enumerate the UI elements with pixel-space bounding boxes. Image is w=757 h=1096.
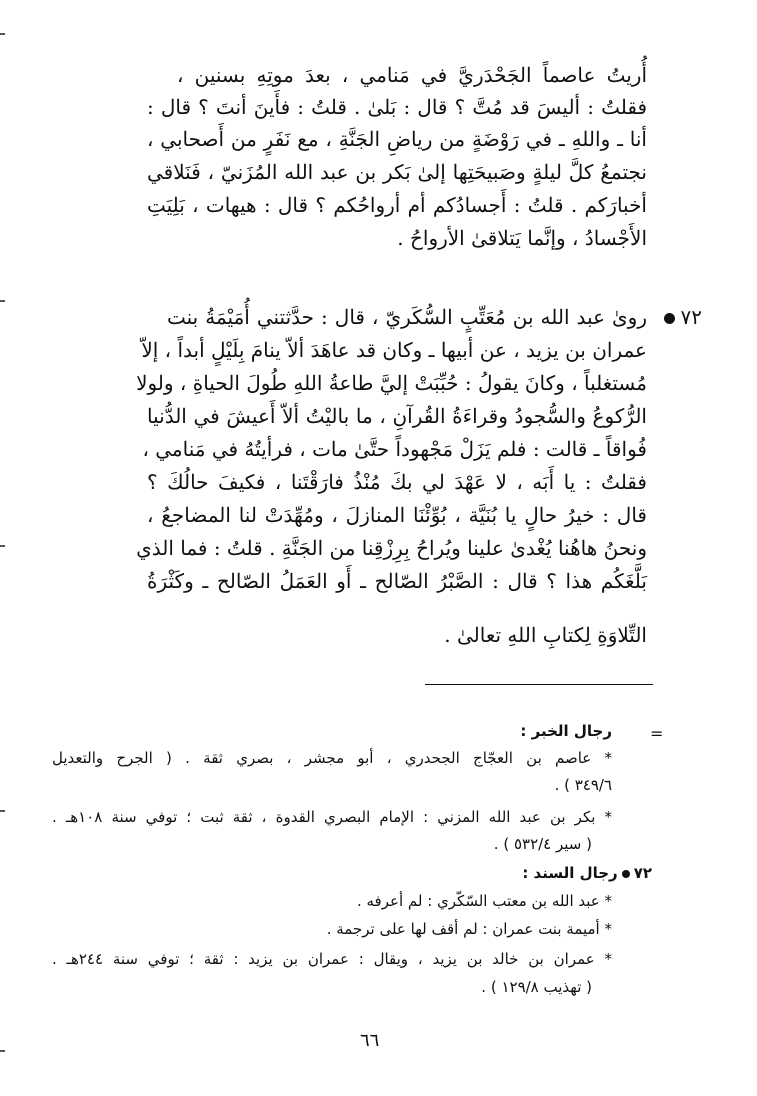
text-line: فقلتُ : أليسَ قد مُتَّ ؟ قال : بَلىٰ . قلتُ : فأَينَ أنتَ ؟ قال :: [147, 95, 647, 119]
text-line: بَلَّغَكُم هذا ؟ قال : الصَّبْرُ الصّالح ـ أَو العَمَلُ الصّالح ـ وكَثْرَةُ: [147, 569, 647, 593]
text-line: عمران بن يزيد ، عن أبيها ـ وكان قد عاهَدَ ألاّ ينامَ بِلَيْلٍ أبداً ، إلاّ: [141, 338, 647, 362]
footnote-line: * بكر بن عبد الله المزني : الإمام البصري القدوة ، ثقة ثبت ؛ توفي سنة ١٠٨هـ .: [52, 808, 612, 826]
footnote-line: * عبد الله بن معتب السّكّري : لم أعرفه .: [356, 892, 612, 910]
text-line: فُواقاً ـ قالت : فلم يَزَلْ مَجْهوداً حتَّىٰ مات ، فرأيتُهُ في مَنامي ،: [142, 437, 647, 461]
edge-tick: [0, 300, 5, 302]
text-line: أنا ـ واللهِ ـ في رَوْضَةٍ من رياضِ الجَنَّةِ ، مع نَفَرٍ من أَصحابي ،: [147, 127, 647, 151]
text-line: أخبارَكم . قلتُ : أَجسادُكم أم أرواحُكم ؟ قال : هيهات ، بَلِيَتِ: [147, 193, 647, 217]
edge-tick: [0, 545, 5, 547]
text-line: فقلتُ : يا أَبَه ، لا عَهْدَ لي بكَ مُنْذُ فارَقْتَنا ، فكيفَ حالُكَ ؟: [147, 470, 647, 494]
text-line: ونحنُ هاهُنا يُغْدىٰ علينا ويُراحُ بِرِزْقِنا من الجَنَّةِ . قلتُ : فما الذي: [136, 536, 647, 560]
bullet-dot-icon: [622, 870, 630, 878]
footnote-line: * عمران بن خالد بن يزيد ، ويقال : عمران بن يزيد : ثقة ؛ توفي سنة ٢٤٤هـ .: [52, 950, 613, 968]
footnote-section-title: رجال السند :: [522, 864, 618, 882]
bullet-dot-icon: [664, 313, 675, 324]
paragraph-number: [664, 302, 702, 332]
footnote-line: * عاصم بن العجّاج الجحدري ، أبو مجشر ، بصري ثقة . ( الجرح والتعديل: [52, 749, 612, 767]
text-line: الرُّكوعُ والسُّجودُ وقراءَةُ القُرآنِ ، ما باليْتُ ألاّ أَعيشَ في الدُّنيا: [147, 404, 647, 428]
text-line: نجتمعُ كلَّ ليلةٍ وصَبيحَتِها إلىٰ بَكر بن عبد الله المُزَنيّ ، فَنَلاقي: [147, 160, 647, 184]
edge-tick: [0, 810, 5, 812]
text-line: قال : خيرُ حالٍ يا بُنَيَّة ، بُوِّئْنَا المنازلَ ، ومُهِّدَتْ لنا المضاجعُ ،: [147, 503, 647, 527]
continuation-mark: =: [650, 724, 664, 743]
footnote-section-title: رجال الخبر :: [520, 722, 612, 740]
text-line: الأَجْسادُ ، وإنَّما يَتلاقىٰ الأرواحُ .: [397, 226, 647, 250]
page-number: ٦٦: [360, 1030, 380, 1051]
footnote-line: * أميمة بنت عمران : لم أقف لها على ترجمة .: [326, 920, 612, 938]
text-line: مُستغلباً ، وكانَ يقولُ : حُبِّبَتْ إليَّ طاعةُ اللهِ طُولَ الحياةِ ، ولولا: [136, 371, 647, 395]
text-line: التِّلاوَةِ لِكتابِ اللهِ تعالىٰ .: [444, 623, 647, 647]
footnote-line: ( سير ٥٣٢/٤ ) .: [493, 835, 592, 853]
text-line: روىٰ عبد الله بن مُعَتِّبٍ السُّكَريّ ، قال : حدَّثتني أُمَيْمَةُ بنت: [167, 305, 647, 329]
footnote-section-number: ٧٢: [633, 864, 652, 882]
footnote-line: ( تهذيب ١٢٩/٨ ) .: [481, 978, 592, 996]
footnote-line: ٣٤٩/٦ ) .: [554, 776, 612, 794]
paragraph-number-text: ٧٢: [680, 305, 702, 329]
edge-tick: [0, 1050, 5, 1052]
footnote-section-2-title: [522, 862, 652, 884]
text-line: أُريتُ عاصماً الجَحْدَريَّ في مَنامي ، بعدَ موتِهِ بسنين ،: [177, 63, 647, 87]
footnote-separator: [425, 684, 653, 685]
edge-tick: [0, 33, 5, 35]
